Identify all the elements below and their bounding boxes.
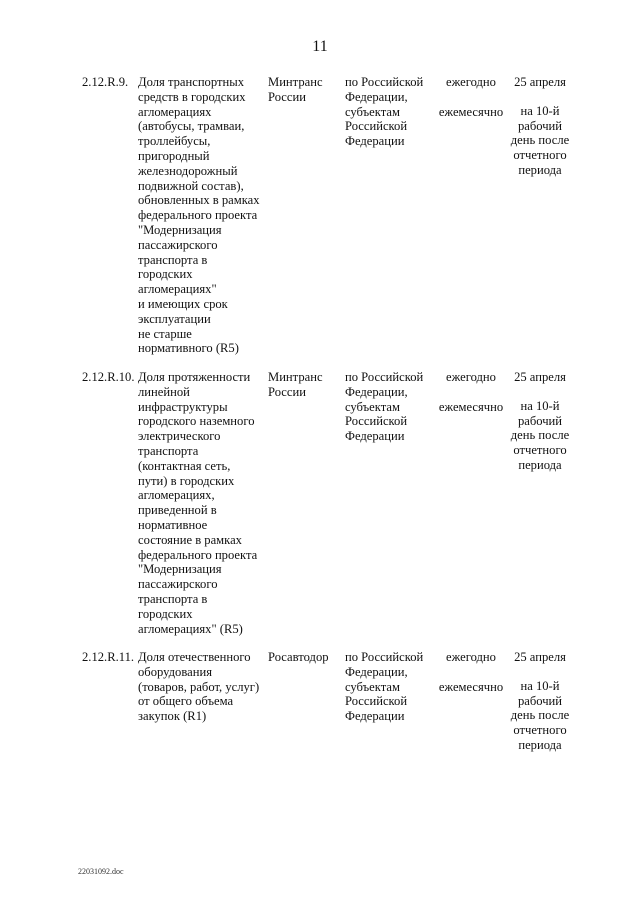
- indicator-name-line: пассажирского: [138, 237, 218, 252]
- indicator-name-line: пути) в городских: [138, 473, 235, 488]
- indicator-name-line: пассажирского: [138, 577, 218, 592]
- reporting-period: [430, 75, 512, 120]
- indicator-name-line: транспорта: [138, 443, 199, 458]
- indicator-name-line: закупок (R1): [138, 709, 207, 724]
- level-line: Федерации: [345, 429, 405, 444]
- indicator-name-line: пригородный: [138, 148, 210, 163]
- indicator-name-line: состояние в рамках: [138, 532, 242, 547]
- indicator-name-line: "Модернизация: [138, 562, 222, 577]
- deadline-monthly-line: на 10-й: [520, 678, 560, 693]
- indicator-name-line: эксплуатации: [138, 311, 211, 326]
- indicator-name-line: агломерациях,: [138, 488, 215, 503]
- indicator-name-line: обновленных в рамках: [138, 193, 260, 208]
- indicator-name-line: троллейбусы,: [138, 134, 211, 149]
- indicator-name-line: федерального проекта: [138, 547, 258, 562]
- footer-filename: 22031092.doc: [78, 867, 124, 876]
- indicator-code: 2.12.R.11.: [82, 650, 135, 664]
- level-line: Российской: [345, 694, 408, 709]
- agency-line: Минтранс: [268, 370, 323, 384]
- responsible-agency: [268, 75, 338, 105]
- spacer: [430, 90, 512, 105]
- agency-line: Росавтодор: [268, 650, 329, 664]
- page-number: 11: [312, 38, 328, 55]
- indicator-name-line: не старше: [138, 326, 192, 341]
- submission-deadline: [508, 650, 572, 753]
- deadline-monthly-line: рабочий: [517, 413, 563, 428]
- indicator-name-line: городского наземного: [138, 414, 255, 429]
- table-row: [0, 75, 640, 356]
- indicator-name-line: транспорта в: [138, 591, 208, 606]
- indicator-name: [138, 75, 264, 356]
- indicator-name-line: и имеющих срок: [138, 296, 228, 311]
- level-line: Российской: [345, 414, 408, 429]
- reporting-period: [430, 650, 512, 695]
- indicator-name-line: Доля протяженности: [138, 370, 251, 384]
- deadline-monthly-line: рабочий: [517, 118, 563, 133]
- level-line: субъектам: [345, 104, 400, 119]
- level-line: субъектам: [345, 679, 400, 694]
- deadline-monthly-line: на 10-й: [520, 103, 560, 118]
- indicator-name-line: нормативного (R5): [138, 341, 239, 356]
- indicator-name: [138, 650, 264, 724]
- table-row: [0, 370, 640, 640]
- deadline-monthly-line: периода: [518, 162, 562, 177]
- spacer: [430, 665, 512, 680]
- indicator-name-line: приведенной в: [138, 503, 217, 518]
- indicator-name-line: электрического: [138, 429, 221, 444]
- indicator-code: 2.12.R.9.: [82, 75, 129, 89]
- deadline-monthly-line: отчетного: [513, 148, 567, 163]
- indicator-name-line: агломерациях" (R5): [138, 621, 243, 636]
- level-line: по Российской: [345, 370, 424, 384]
- indicator-name-line: средств в городских: [138, 89, 246, 104]
- deadline-monthly-line: периода: [518, 457, 562, 472]
- agency-line: России: [268, 384, 306, 399]
- indicator-name-line: железнодорожный: [138, 163, 238, 178]
- deadline-monthly-line: день после: [510, 133, 570, 148]
- agency-line: Минтранс: [268, 75, 323, 89]
- spacer: [508, 90, 572, 104]
- level-line: Федерации,: [345, 384, 408, 399]
- indicator-name-line: подвижной состав),: [138, 178, 244, 193]
- deadline-monthly-line: день после: [510, 428, 570, 443]
- indicator-name-line: городских: [138, 606, 193, 621]
- level-line: Российской: [345, 119, 408, 134]
- period-annual: ежегодно: [446, 75, 496, 89]
- spacer: [430, 385, 512, 400]
- agency-line: России: [268, 89, 306, 104]
- indicator-name-line: (товаров, работ, услуг): [138, 679, 260, 694]
- indicator-name-line: агломерациях": [138, 282, 217, 297]
- level-line: Федерации: [345, 134, 405, 149]
- indicator-name-line: (контактная сеть,: [138, 458, 231, 473]
- responsible-agency: [268, 650, 338, 665]
- indicator-name-line: городских: [138, 267, 193, 282]
- spacer: [508, 385, 572, 399]
- period-monthly: ежемесячно: [438, 679, 504, 694]
- level-line: субъектам: [345, 399, 400, 414]
- data-level: [345, 370, 435, 444]
- indicator-code: 2.12.R.10.: [82, 370, 135, 384]
- indicator-name-line: "Модернизация: [138, 222, 222, 237]
- deadline-annual: 25 апреля: [514, 370, 566, 384]
- deadline-monthly-line: день после: [510, 708, 570, 723]
- indicator-name-line: нормативное: [138, 517, 208, 532]
- deadline-monthly-line: периода: [518, 737, 562, 752]
- deadline-annual: 25 апреля: [514, 650, 566, 664]
- deadline-monthly-line: отчетного: [513, 443, 567, 458]
- indicator-name-line: оборудования: [138, 664, 212, 679]
- indicator-name-line: транспорта в: [138, 252, 208, 267]
- indicator-name-line: инфраструктуры: [138, 399, 228, 414]
- level-line: Федерации: [345, 709, 405, 724]
- indicator-name: [138, 370, 264, 636]
- data-level: [345, 75, 435, 149]
- period-monthly: ежемесячно: [438, 399, 504, 414]
- level-line: по Российской: [345, 650, 424, 664]
- indicator-name-line: (автобусы, трамваи,: [138, 119, 245, 134]
- indicator-name-line: от общего объема: [138, 694, 234, 709]
- submission-deadline: [508, 75, 572, 178]
- indicator-name-line: Доля транспортных: [138, 75, 244, 89]
- responsible-agency: [268, 370, 338, 400]
- level-line: Федерации,: [345, 664, 408, 679]
- indicator-name-line: федерального проекта: [138, 208, 258, 223]
- period-monthly: ежемесячно: [438, 104, 504, 119]
- data-level: [345, 650, 435, 724]
- deadline-monthly-line: рабочий: [517, 693, 563, 708]
- level-line: Федерации,: [345, 89, 408, 104]
- deadline-monthly-line: на 10-й: [520, 398, 560, 413]
- reporting-period: [430, 370, 512, 415]
- level-line: по Российской: [345, 75, 424, 89]
- period-annual: ежегодно: [446, 650, 496, 664]
- period-annual: ежегодно: [446, 370, 496, 384]
- indicator-name-line: линейной: [138, 384, 190, 399]
- deadline-monthly-line: отчетного: [513, 723, 567, 738]
- indicator-name-line: Доля отечественного: [138, 650, 251, 664]
- spacer: [508, 665, 572, 679]
- table-row: [0, 650, 640, 920]
- submission-deadline: [508, 370, 572, 473]
- deadline-annual: 25 апреля: [514, 75, 566, 89]
- indicator-name-line: агломерациях: [138, 104, 212, 119]
